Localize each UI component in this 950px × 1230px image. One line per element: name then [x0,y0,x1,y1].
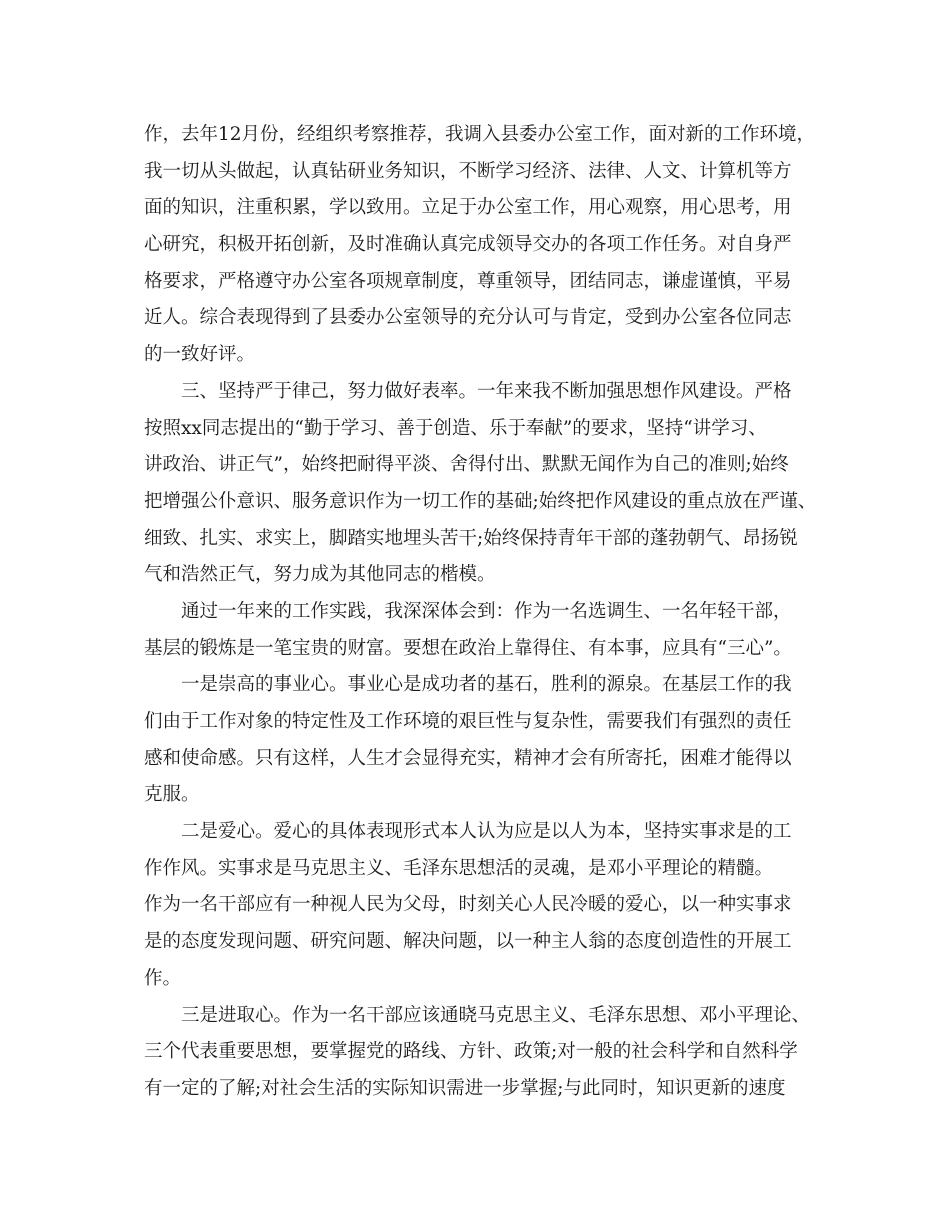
paragraph-first-line: 二是爱心。爱心的具体表现形式本人认为应是以人为本，坚持实事求是的工 [181,821,792,843]
paragraph-first-line: 一是崇高的事业心。事业心是成功者的基石，胜利的源泉。在基层工作的我 [181,674,792,696]
text-line: 心研究，积极开拓创新，及时准确认真完成领导交办的各项工作任务。对自身严 [144,234,792,256]
text-line: 感和使命感。只有这样，人生才会显得充实，精神才会有所寄托，困难才能得以 [144,747,792,769]
text-line: 我一切从头做起，认真钻研业务知识，不断学习经济、法律、人文、计算机等方 [144,160,792,182]
text-line: 把增强公仆意识、服务意识作为一切工作的基础;始终把作风建设的重点放在严谨、 [144,490,817,512]
text-line: 克服。 [144,784,200,806]
text-line: 有一定的了解;对社会生活的实际知识需进一步掌握;与此同时，知识更新的速度 [144,1077,786,1099]
paragraph-first-line: 三是进取心。作为一名干部应该通晓马克思主义、毛泽东思想、邓小平理论、 [181,1004,811,1026]
text-line: 作。 [144,967,182,989]
text-line: 气和浩然正气，努力成为其他同志的楷模。 [144,564,496,586]
text-line: 三个代表重要思想，要掌握党的路线、方针、政策;对一般的社会科学和自然科学 [144,1041,798,1063]
text-line: 是的态度发现问题、研究问题、解决问题，以一种主人翁的态度创造性的开展工 [144,931,792,953]
text-line: 作为一名干部应有一种视人民为父母，时刻关心人民冷暖的爱心，以一种实事求 [144,894,792,916]
text-line: 基层的锻炼是一笔宝贵的财富。要想在政治上靠得住、有本事，应具有“三心”。 [144,637,792,659]
text-line: 细致、扎实、求实上，脚踏实地埋头苦干;始终保持青年干部的蓬勃朝气、昂扬锐 [144,527,798,549]
text-line: 按照xx同志提出的“勤于学习、善于创造、乐于奉献”的要求，坚持“讲学习、 [144,417,767,439]
text-line: 面的知识，注重积累，学以致用。立足于办公室工作，用心观察，用心思考，用 [144,197,792,219]
text-line: 格要求，严格遵守办公室各项规章制度，尊重领导，团结同志，谦虚谨慎，平易 [144,270,792,292]
text-line: 作作风。实事求是马克思主义、毛泽东思想活的灵魂，是邓小平理论的精髓。 [144,857,774,879]
text-line: 的一致好评。 [144,344,256,366]
text-line: 们由于工作对象的特定性及工作环境的艰巨性与复杂性，需要我们有强烈的责任 [144,711,792,732]
paragraph-first-line: 三、坚持严于律己，努力做好表率。一年来我不断加强思想作风建设。严格 [181,380,792,402]
text-line: 讲政治、讲正气”，始终把耐得平淡、舍得付出、默默无闻作为自己的准则;始终 [144,454,789,476]
document-body [144,117,824,1108]
text-line: 近人。综合表现得到了县委办公室领导的充分认可与肯定，受到办公室各位同志 [144,307,792,329]
text-line: 作，去年12月份，经组织考察推荐，我调入县委办公室工作，面对新的工作环境， [144,124,816,145]
paragraph-first-line: 通过一年来的工作实践，我深深体会到：作为一名选调生、一名年轻干部， [181,600,792,622]
